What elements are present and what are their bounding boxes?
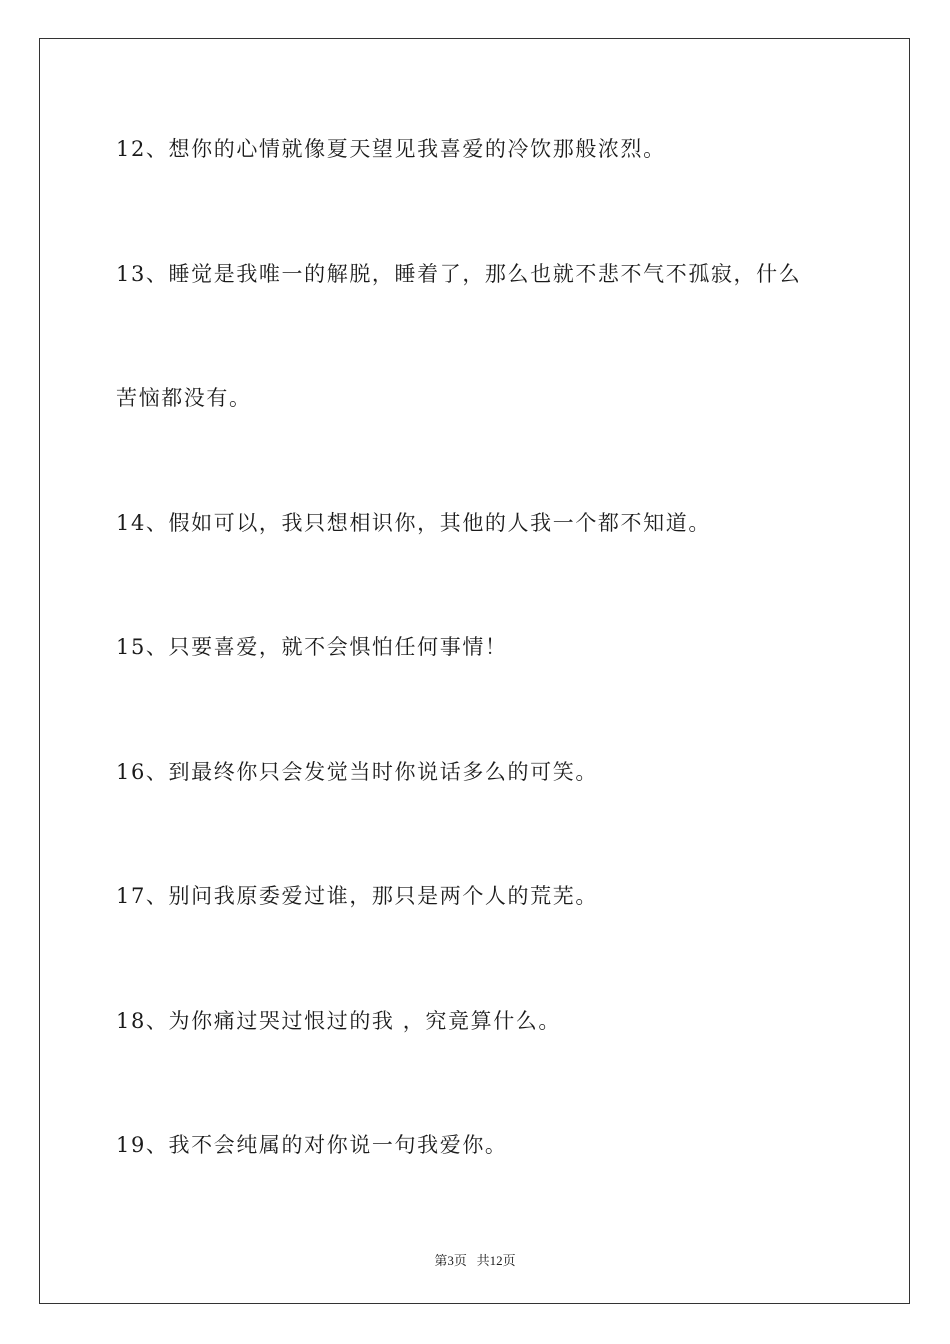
- text-line-12: 12、想你的心情就像夏天望见我喜爱的冷饮那般浓烈。: [116, 137, 666, 161]
- text-line-15: 15、只要喜爱，就不会惧怕任何事情！: [116, 635, 508, 659]
- text-line-16: 16、到最终你只会发觉当时你说话多么的可笑。: [116, 760, 598, 784]
- page-footer: [0, 1250, 950, 1269]
- text-line-19: 19、我不会纯属的对你说一句我爱你。: [116, 1133, 508, 1157]
- text-line-18: 18、为你痛过哭过恨过的我 ，究竟算什么。: [116, 1009, 561, 1033]
- text-line-13: 13、睡觉是我唯一的解脱，睡着了，那么也就不悲不气不孤寂，什么: [116, 262, 802, 286]
- page-total: 共12页: [476, 1253, 516, 1268]
- text-line-14: 14、假如可以，我只想相识你，其他的人我一个都不知道。: [116, 511, 711, 535]
- text-line-13-continued: 苦恼都没有。: [116, 386, 252, 410]
- text-line-17: 17、别问我原委爱过谁，那只是两个人的荒芜。: [116, 884, 598, 908]
- page-number: 第3页: [434, 1253, 467, 1268]
- page-frame: [39, 38, 910, 1304]
